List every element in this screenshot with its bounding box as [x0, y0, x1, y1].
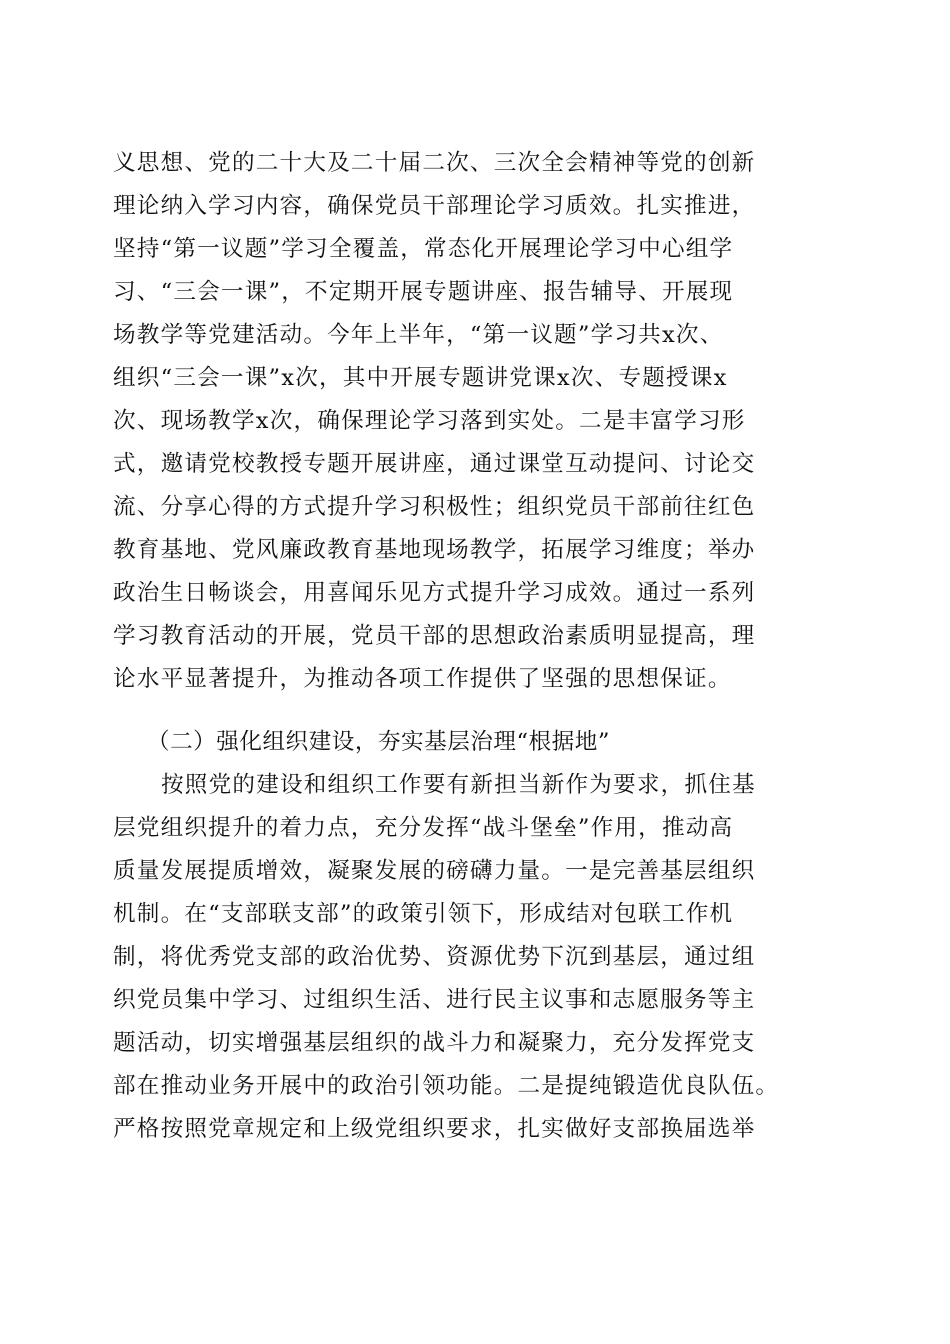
text-line: 次、现场教学x次，确保理论学习落到实处。二是丰富学习形 — [113, 408, 746, 434]
text-line: 教育基地、党风廉政教育基地现场教学，拓展学习维度；举办 — [113, 537, 756, 563]
text-line: 理论纳入学习内容，确保党员干部理论学习质效。扎实推进， — [113, 193, 756, 219]
text-line: 制，将优秀党支部的政治优势、资源优势下沉到基层，通过组 — [113, 944, 756, 970]
text-line: 组织“三会一课”x次，其中开展专题讲党课x次、专题授课x — [113, 365, 728, 391]
text-line: 层党组织提升的着力点，充分发挥“战斗堡垒”作用，推动高 — [113, 815, 734, 841]
text-line: 式，邀请党校教授专题开展讲座，通过课堂互动提问、讨论交 — [113, 451, 756, 477]
text-line: 场教学等党建活动。今年上半年，“第一议题”学习共x次、 — [113, 322, 724, 348]
text-line: 质量发展提质增效，凝聚发展的磅礴力量。一是完善基层组织 — [113, 858, 756, 884]
text-line: 政治生日畅谈会，用喜闻乐见方式提升学习成效。通过一系列 — [113, 580, 756, 606]
text-line: 按照党的建设和组织工作要有新担当新作为要求，抓住基 — [161, 772, 756, 798]
text-line: 学习教育活动的开展，党员干部的思想政治素质明显提高，理 — [113, 623, 756, 649]
text-line: 习、“三会一课”，不定期开展专题讲座、报告辅导、开展现 — [113, 279, 734, 305]
text-line: 流、分享心得的方式提升学习积极性；组织党员干部前往红色 — [113, 494, 756, 520]
section-heading: （二）强化组织建设，夯实基层治理“根据地” — [147, 729, 610, 755]
text-line: 机制。在“支部联支部”的政策引领下，形成结对包联工作机 — [113, 901, 734, 927]
text-line: 义思想、党的二十大及二十届二次、三次全会精神等党的创新 — [113, 150, 756, 176]
text-line: 坚持“第一议题”学习全覆盖，常态化开展理论学习中心组学 — [113, 236, 734, 262]
text-line: 严格按照党章规定和上级党组织要求，扎实做好支部换届选举 — [113, 1116, 756, 1142]
text-line: 部在推动业务开展中的政治引领功能。二是提纯锻造优良队伍。 — [113, 1073, 780, 1099]
text-line: 论水平显著提升，为推动各项工作提供了坚强的思想保证。 — [113, 666, 732, 692]
text-line: 题活动，切实增强基层组织的战斗力和凝聚力，充分发挥党支 — [113, 1030, 756, 1056]
text-line: 织党员集中学习、过组织生活、进行民主议事和志愿服务等主 — [113, 987, 756, 1013]
